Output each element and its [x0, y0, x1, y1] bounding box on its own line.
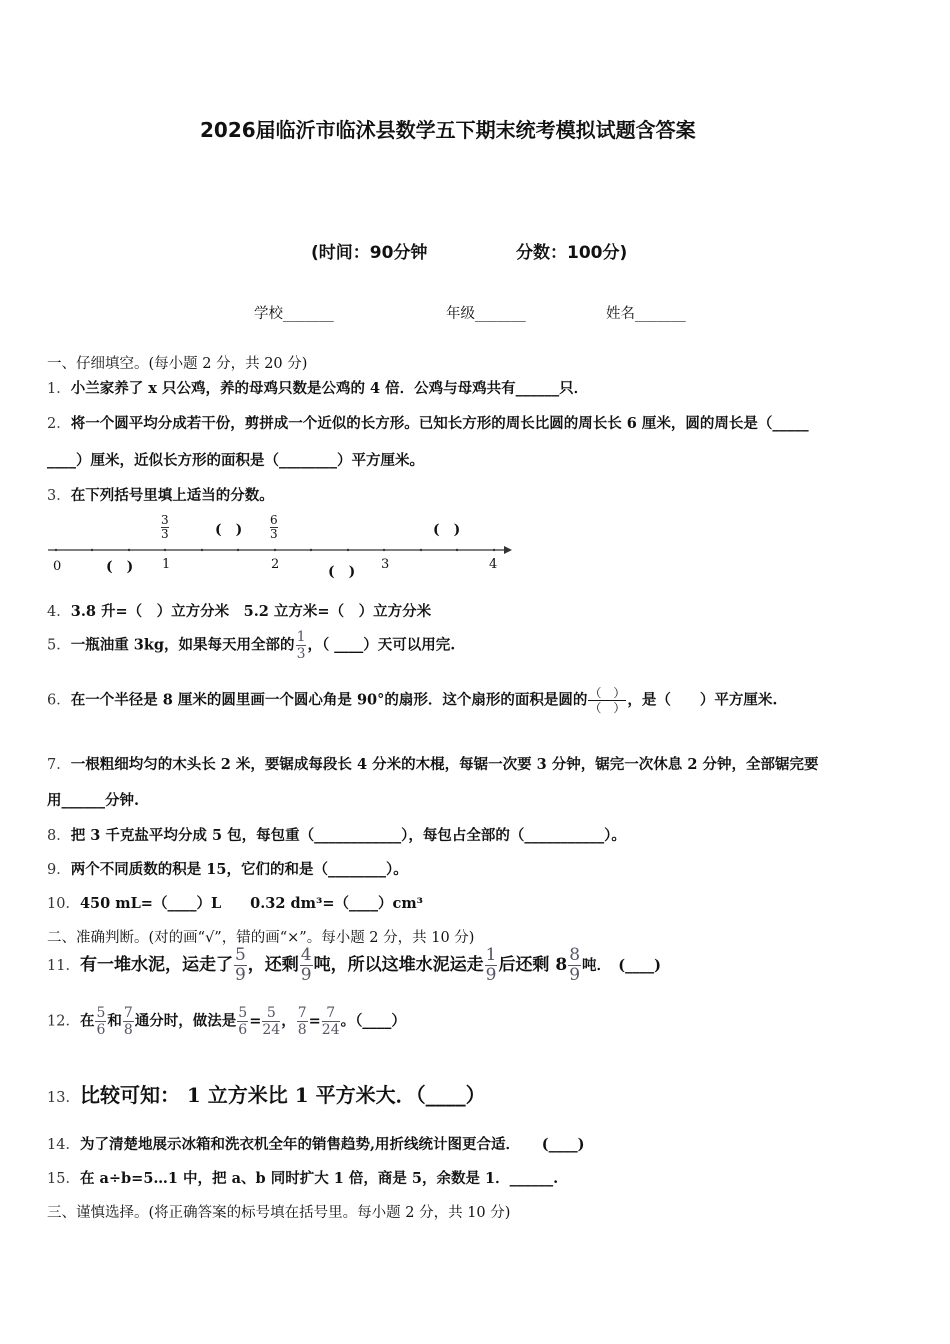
question-number: 6． — [47, 692, 71, 709]
question-2-line-2: ____）厘米，近似长方形的面积是（________）平方厘米。 — [47, 452, 424, 469]
page-title: 2026届临沂市临沭县数学五下期末统考模拟试题含答案 — [200, 118, 696, 142]
question-number: 7． — [47, 757, 71, 773]
answer-blank[interactable]: ( ) — [106, 559, 134, 575]
question-number: 4． — [47, 604, 71, 620]
grade-field: 年级_______ — [446, 306, 526, 322]
question-text: 一根粗细均匀的木头长 2 米，要锯成每段长 4 分米的木棍，每锯一次要 3 分钟，锯完一次休息 2 分钟，全部锯完要 — [70, 756, 819, 773]
answer-blank[interactable]: ( ) — [433, 522, 461, 538]
question-text: 为了清楚地展示冰箱和洗衣机全年的销售趋势,用折线统计图更合适． (____) — [79, 1136, 585, 1153]
school-field: 学校_______ — [254, 306, 334, 322]
question-text: 把 3 千克盐平均分成 5 包，每包重（____________），每包占全部的（___________）。 — [70, 827, 626, 844]
fraction-blank[interactable]: $\frac{( )}{( )}$ — [589, 686, 626, 715]
question-9 — [47, 858, 408, 879]
number-line-fraction-3-3: $\frac{3}{3}$ — [161, 513, 169, 541]
question-text: 在 a÷b=5…1 中，把 a、b 同时扩大 1 倍，商是 5，余数是 1．______. — [79, 1170, 559, 1187]
question-number: 1． — [47, 381, 71, 397]
question-7 — [47, 753, 818, 774]
fraction: $\frac{5}{24}$ — [262, 1005, 281, 1038]
section-1-heading: 一、仔细填空。(每小题 2 分，共 20 分) — [47, 356, 308, 372]
question-number: 5． — [47, 637, 71, 654]
question-text: 两个不同质数的积是 15，它们的和是（________）。 — [70, 861, 408, 878]
question-14 — [47, 1133, 584, 1154]
question-number: 12． — [47, 1013, 80, 1030]
tick-label-1: 1 — [162, 557, 171, 572]
question-8 — [47, 824, 626, 845]
exam-score: 分数：100分) — [516, 243, 628, 263]
tick-label-0: 0 — [53, 559, 62, 574]
fraction: $\frac{5}{6}$ — [96, 1005, 106, 1038]
question-5: 5．一瓶油重 3kg，如果每天用全部的 $\frac{1}{3}$ ，（ ____）天可以用完. — [47, 629, 456, 662]
question-text: 3.8 升=（ ）立方分米 5.2 立方米=（ ）立方分米 — [70, 603, 432, 620]
question-number: 8． — [47, 828, 71, 844]
question-text: 450 mL=（____）L 0.32 dm³=（____）cm³ — [79, 895, 424, 912]
question-7-line-2: 用______分钟. — [47, 792, 140, 809]
fraction: $\frac{5}{9}$ — [234, 945, 246, 985]
fraction: $\frac{8}{9}$ — [569, 945, 581, 985]
fraction: $\frac{5}{6}$ — [238, 1005, 248, 1038]
fraction: $\frac{7}{8}$ — [123, 1005, 133, 1038]
question-number: 11． — [47, 958, 80, 974]
question-text: 将一个圆平均分成若干份，剪拼成一个近似的长方形。已知长方形的周长比圆的周长长 6 厘米，圆的周长是（_____ — [70, 415, 809, 432]
question-6: 6．在一个半径是 8 厘米的圆里画一个圆心角是 90°的扇形．这个扇形的面积是圆的 $\frac{( )}{( )}$ ，是（ ）平方厘米. — [47, 686, 778, 715]
question-text: 在下列括号里填上适当的分数。 — [70, 487, 274, 504]
question-3 — [47, 484, 274, 505]
fraction: $\frac{4}{9}$ — [300, 945, 312, 985]
question-13 — [47, 1079, 486, 1108]
question-number: 13． — [47, 1090, 80, 1106]
fraction: $\frac{1}{9}$ — [485, 945, 497, 985]
exam-time: (时间：90分钟 — [311, 243, 428, 263]
answer-blank[interactable]: ( ) — [215, 522, 243, 538]
question-number: 9． — [47, 862, 71, 878]
fraction: $\frac{1}{3}$ — [296, 629, 306, 662]
question-number: 10． — [47, 896, 80, 912]
question-15 — [47, 1167, 558, 1188]
number-line-fraction-6-3: $\frac{6}{3}$ — [270, 513, 278, 541]
question-number: 14． — [47, 1137, 80, 1153]
tick-label-4: 4 — [489, 557, 498, 572]
question-1 — [47, 377, 588, 398]
fraction: $\frac{7}{8}$ — [297, 1005, 307, 1038]
section-3-heading: 三、谨慎选择。(将正确答案的标号填在括号里。每小题 2 分，共 10 分) — [47, 1205, 511, 1221]
question-text: 小兰家养了 x 只公鸡，养的母鸡只数是公鸡的 4 倍．公鸡与母鸡共有______只． — [70, 380, 589, 397]
question-number: 2． — [47, 416, 71, 432]
name-field: 姓名_______ — [606, 306, 686, 322]
question-4 — [47, 600, 431, 621]
question-2 — [47, 412, 809, 433]
question-text: 比较可知： 1 立方米比 1 平方米大．（____） — [79, 1083, 486, 1107]
answer-blank[interactable]: ( ) — [328, 564, 356, 580]
question-12: 12．在 $\frac{5}{6}$ 和 $\frac{7}{8}$ 通分时，做法是 $\frac{5}{6}$ = $\frac{5}{24}$ ， $\frac{7}{8}$ = $\frac{7}{24}$ 。（____） — [47, 1005, 406, 1038]
tick-label-3: 3 — [381, 557, 390, 572]
question-10 — [47, 892, 423, 913]
question-11: 11．有一堆水泥，运走了 $\frac{5}{9}$ ，还剩 $\frac{4}{9}$ 吨，所以这堆水泥运走 $\frac{1}{9}$ 后还剩 8 $\frac{8}{9}$ 吨． (____) — [47, 945, 661, 985]
question-number: 3． — [47, 488, 71, 504]
question-number: 15． — [47, 1171, 80, 1187]
section-2-heading: 二、准确判断。(对的画“√”，错的画“×”。每小题 2 分，共 10 分) — [47, 930, 475, 946]
tick-label-2: 2 — [271, 557, 280, 572]
fraction: $\frac{7}{24}$ — [321, 1005, 340, 1038]
